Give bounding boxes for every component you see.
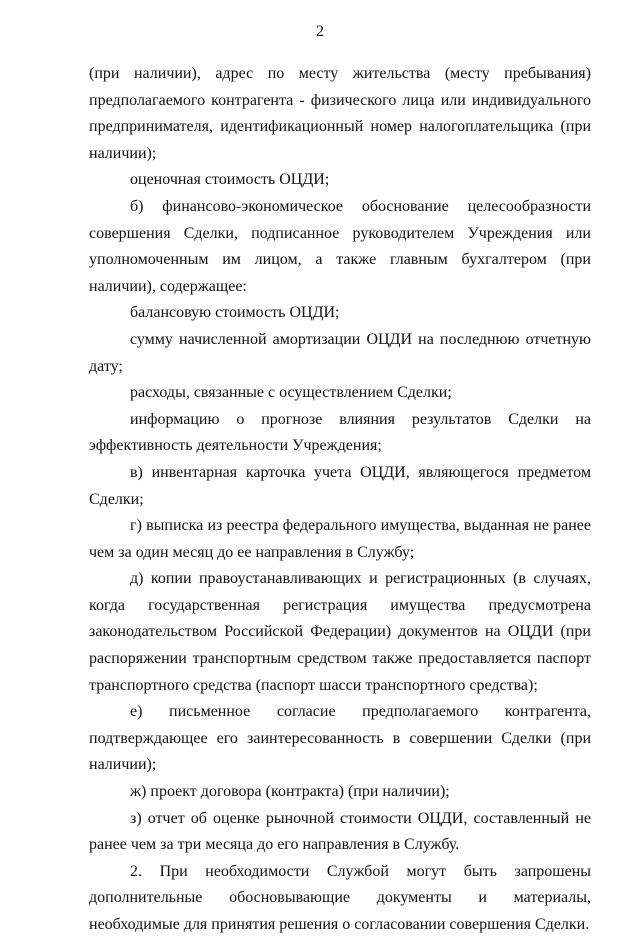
- document-body: [89, 61, 591, 939]
- paragraph-inventory-card: в) инвентарная карточка учета ОЦДИ, являющегося предметом Сделки;: [89, 463, 591, 508]
- paragraph-contractor-address: (при наличии), адрес по месту жительства (месту пребывания) предполагаемого контрагента - физического лица или индивидуального предпринимателя, идентификационный номер налогоплательщика (при наличии);: [89, 65, 591, 162]
- paragraph-balance-value: балансовую стоимость ОЦДИ;: [130, 304, 340, 322]
- page-number: 2: [316, 23, 324, 40]
- paragraph-valuation-report: з) отчет об оценке рыночной стоимости ОЦДИ, составленный не ранее чем за три месяца до его направления в Службу.: [89, 809, 591, 854]
- paragraph-expenses: расходы, связанные с осуществлением Сделки;: [130, 384, 452, 402]
- paragraph-written-consent: е) письменное согласие предполагаемого контрагента, подтверждающее его заинтересованность в совершении Сделки (при наличии);: [89, 703, 591, 774]
- paragraph-registry-extract: г) выписка из реестра федерального имущества, выданная не ранее чем за один месяц до ее направления в Службу;: [89, 517, 591, 561]
- paragraph-forecast: информацию о прогнозе влияния результатов Сделки на эффективность деятельности Учреждения;: [89, 410, 591, 455]
- paragraph-title-documents: д) копии правоустанавливающих и регистрационных (в случаях, когда государственная регистрация имущества предусмотрена законодательством Российской Федерации) документов на ОЦДИ (при распоряжении транспортным средством также предоставляется паспорт транспортного средства (паспорт шасси транспортного средства);: [89, 570, 591, 694]
- paragraph-additional-documents: 2. При необходимости Службой могут быть запрошены дополнительные обосновывающие документы и материалы, необходимые для принятия решения о согласовании совершения Сделки.: [89, 862, 591, 933]
- paragraph-depreciation: сумму начисленной амортизации ОЦДИ на последнюю отчетную дату;: [89, 330, 591, 375]
- paragraph-assessed-value: оценочная стоимость ОЦДИ;: [130, 171, 330, 189]
- paragraph-draft-contract: ж) проект договора (контракта) (при наличии);: [130, 783, 450, 801]
- paragraph-financial-justification: б) финансово-экономическое обоснование целесообразности совершения Сделки, подписанное руководителем Учреждения или уполномоченным им лицом, а также главным бухгалтером (при наличии), содержащее:: [89, 197, 591, 295]
